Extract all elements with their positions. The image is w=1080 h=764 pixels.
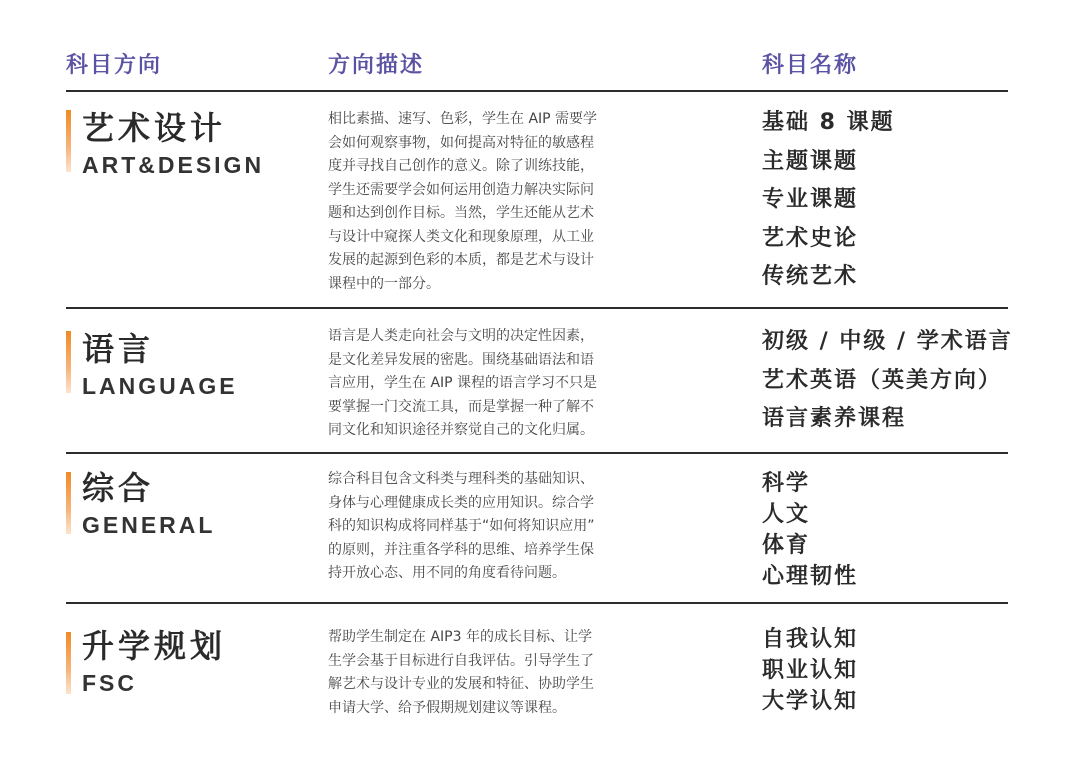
table-row-fsc	[66, 602, 1008, 754]
subject-list	[762, 624, 1008, 717]
description-line: 发展的起源到色彩的本质，都是艺术与设计	[328, 252, 594, 268]
subject-item: 人文	[762, 502, 811, 527]
description-line: 综合科目包含文科类与理科类的基础知识、	[328, 471, 594, 487]
subject-item: 艺术史论	[762, 225, 859, 251]
header-direction-description: 方向描述	[328, 53, 425, 78]
category-title-zh: 语言	[82, 330, 155, 368]
header-subject-direction: 科目方向	[66, 53, 163, 78]
description-line: 言应用，学生在 AIP 课程的语言学习不只是	[328, 375, 598, 391]
description-line: 语言是人类走向社会与文明的决定性因素，	[328, 328, 594, 344]
accent-bar	[66, 472, 71, 534]
category-label	[82, 108, 264, 180]
subject-item: 自我认知	[762, 627, 859, 652]
subject-list	[762, 104, 1008, 297]
header-subject-names: 科目名称	[762, 53, 859, 78]
subject-list	[762, 323, 1013, 439]
description-line: 的原则，并注重各学科的思维、培养学生保	[328, 541, 594, 558]
description-line: 解艺术与设计专业的发展和特征、协助学生	[328, 676, 594, 692]
description-line: 生学会基于目标进行自我评估。引导学生了	[328, 652, 594, 669]
description-line: 是文化差异发展的密匙。围绕基础语法和语	[328, 351, 594, 368]
subject-item: 科学	[762, 471, 811, 496]
description-line: 帮助学生制定在 AIP3 年的成长目标、让学	[328, 629, 592, 645]
category-title-en: ART&DESIGN	[82, 152, 265, 178]
subject-item: 语言素养课程	[762, 406, 907, 431]
accent-bar	[66, 632, 71, 694]
subject-item: 艺术英语（英美方向）	[762, 367, 1003, 393]
description-line: 身体与心理健康成长类的应用知识。综合学	[328, 494, 594, 511]
subject-item: 主题课题	[762, 148, 859, 174]
subject-item: 大学认知	[762, 689, 859, 714]
description-line: 持开放心态、用不同的角度看待问题。	[328, 565, 566, 581]
accent-bar	[66, 110, 71, 172]
description-line: 相比素描、速写、色彩，学生在 AIP 需要学	[328, 111, 598, 127]
category-title-zh: 升学规划	[82, 627, 227, 665]
category-description	[328, 108, 628, 296]
description-line: 学生还需要学会如何运用创造力解决实际问	[328, 181, 594, 198]
table-row-language	[66, 307, 1013, 454]
table-header	[0, 48, 1080, 88]
subject-item: 体育	[762, 533, 811, 558]
category-title-en: GENERAL	[82, 512, 216, 538]
subject-list	[762, 468, 1008, 592]
table-row-art-design	[66, 90, 1008, 309]
category-title-zh: 综合	[82, 469, 155, 507]
category-label	[82, 468, 215, 540]
description-line: 课程中的一部分。	[328, 275, 440, 292]
subject-item: 专业课题	[762, 187, 859, 212]
description-line: 与设计中窥探人类文化和现象原理，从工业	[328, 228, 594, 245]
accent-bar	[66, 331, 71, 393]
category-label	[82, 626, 226, 698]
description-line: 同文化和知识途径并察觉自己的文化归属。	[328, 422, 594, 438]
description-line: 度并寻找自己创作的意义。除了训练技能，	[328, 158, 594, 174]
category-title-en: LANGUAGE	[82, 373, 238, 399]
category-description	[328, 626, 628, 720]
table-row-general	[66, 452, 1008, 604]
description-line: 题和达到创作目标。当然，学生还能从艺术	[328, 205, 594, 221]
category-title-zh: 艺术设计	[82, 109, 227, 147]
subject-item: 传统艺术	[762, 264, 859, 289]
description-line: 科的知识构成将同样基于“如何将知识应用”	[328, 518, 595, 534]
category-title-en: FSC	[82, 670, 137, 696]
description-line: 会如何观察事物，如何提高对特征的敏感程	[328, 134, 594, 151]
subject-item: 初级 / 中级 / 学术语言	[762, 329, 1013, 354]
subject-item: 心理韧性	[762, 564, 859, 589]
description-line: 要掌握一门交流工具，而是掌握一种了解不	[328, 398, 594, 415]
category-description	[328, 468, 628, 586]
subject-item: 基础 8 课题	[762, 110, 895, 135]
description-line: 申请大学、给予假期规划建议等课程。	[328, 699, 566, 716]
subject-item: 职业认知	[762, 658, 859, 683]
category-description	[328, 325, 628, 443]
category-label	[82, 329, 238, 401]
